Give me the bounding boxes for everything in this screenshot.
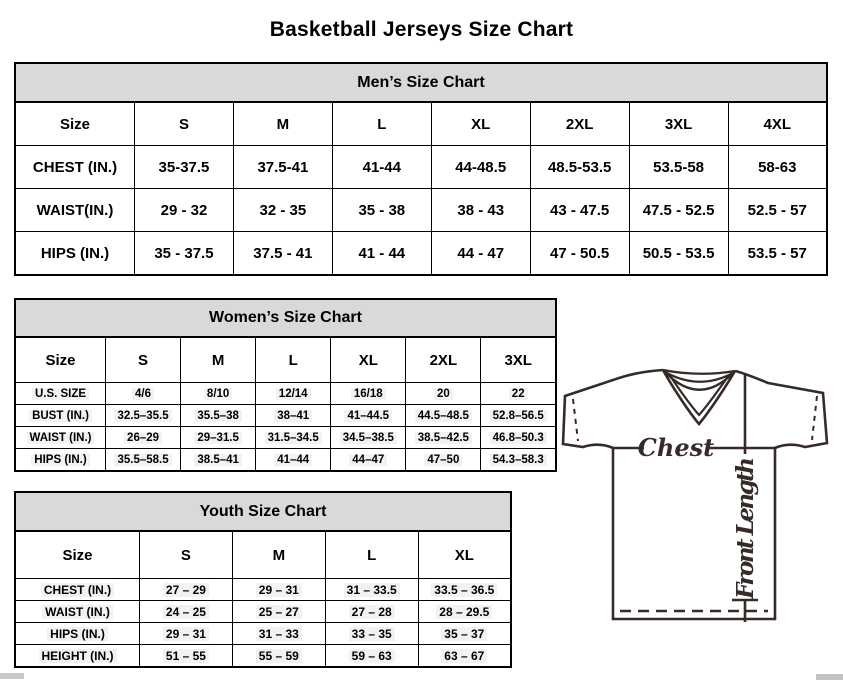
column-header-size: Size (15, 531, 140, 579)
size-value-cell: 34.5–38.5 (331, 427, 406, 449)
jersey-measurement-diagram (556, 360, 843, 632)
column-header-xl: XL (431, 102, 530, 146)
size-value-cell: 47–50 (406, 449, 481, 472)
size-value-cell: 38.5–41 (181, 449, 256, 472)
youth-table-head (15, 531, 511, 579)
size-value-cell: 59 – 63 (325, 645, 418, 668)
size-value-cell: 35.5–38 (181, 405, 256, 427)
row-label: HIPS (IN.) (15, 232, 135, 276)
row-label: BUST (IN.) (15, 405, 106, 427)
row-label: WAIST(IN.) (15, 189, 135, 232)
size-value-cell: 12/14 (256, 383, 331, 405)
column-header-3xl: 3XL (629, 102, 728, 146)
size-value-cell: 35-37.5 (135, 146, 234, 189)
table-row (15, 601, 511, 623)
row-label: HIPS (IN.) (15, 623, 140, 645)
table-row (15, 449, 556, 472)
row-label: HEIGHT (IN.) (15, 645, 140, 668)
column-header-s: S (106, 337, 181, 383)
size-value-cell: 32.5–35.5 (106, 405, 181, 427)
size-value-cell: 35 - 38 (332, 189, 431, 232)
table-row (15, 427, 556, 449)
size-value-cell: 41–44.5 (331, 405, 406, 427)
column-header-3xl: 3XL (481, 337, 556, 383)
header-row (15, 102, 827, 146)
size-value-cell: 37.5-41 (233, 146, 332, 189)
womens-table-title: Women’s Size Chart (14, 298, 557, 338)
mens-table-head (15, 102, 827, 146)
size-value-cell: 20 (406, 383, 481, 405)
size-value-cell: 41-44 (332, 146, 431, 189)
table-row (15, 146, 827, 189)
mens-table-title: Men’s Size Chart (14, 62, 828, 103)
size-value-cell: 35 – 37 (418, 623, 511, 645)
size-value-cell: 44 - 47 (431, 232, 530, 276)
size-value-cell: 27 – 29 (140, 579, 233, 601)
size-value-cell: 28 – 29.5 (418, 601, 511, 623)
column-header-size: Size (15, 102, 135, 146)
column-header-m: M (232, 531, 325, 579)
table-row (15, 645, 511, 668)
youth-size-table (14, 530, 512, 668)
scrollbar-fragment-right[interactable] (816, 674, 843, 680)
youth-table-title: Youth Size Chart (14, 491, 512, 532)
size-value-cell: 4/6 (106, 383, 181, 405)
size-value-cell: 53.5 - 57 (728, 232, 827, 276)
mens-size-table (14, 101, 828, 276)
row-label: CHEST (IN.) (15, 146, 135, 189)
row-label: WAIST (IN.) (15, 601, 140, 623)
womens-table-head (15, 337, 556, 383)
column-header-xl: XL (418, 531, 511, 579)
header-row (15, 337, 556, 383)
mens-table-body (15, 146, 827, 276)
size-value-cell: 29 – 31 (140, 623, 233, 645)
size-value-cell: 44.5–48.5 (406, 405, 481, 427)
row-label: HIPS (IN.) (15, 449, 106, 472)
left-cuff-dashed-line (573, 399, 578, 441)
size-value-cell: 50.5 - 53.5 (629, 232, 728, 276)
column-header-l: L (332, 102, 431, 146)
table-row (15, 189, 827, 232)
size-value-cell: 47.5 - 52.5 (629, 189, 728, 232)
size-value-cell: 38.5–42.5 (406, 427, 481, 449)
column-header-size: Size (15, 337, 106, 383)
size-value-cell: 26–29 (106, 427, 181, 449)
size-value-cell: 41–44 (256, 449, 331, 472)
womens-table-body (15, 383, 556, 472)
womens-size-chart-section (14, 298, 557, 472)
size-value-cell: 22 (481, 383, 556, 405)
size-value-cell: 47 - 50.5 (530, 232, 629, 276)
size-value-cell: 44–47 (331, 449, 406, 472)
column-header-s: S (140, 531, 233, 579)
mens-size-chart-section (14, 62, 828, 276)
column-header-xl: XL (331, 337, 406, 383)
page-title: Basketball Jerseys Size Chart (269, 18, 574, 42)
header-row (15, 531, 511, 579)
size-value-cell: 29–31.5 (181, 427, 256, 449)
chest-label: Chest (637, 433, 715, 462)
size-value-cell: 38 - 43 (431, 189, 530, 232)
row-label: U.S. SIZE (15, 383, 106, 405)
size-value-cell: 53.5-58 (629, 146, 728, 189)
size-value-cell: 38–41 (256, 405, 331, 427)
table-row (15, 623, 511, 645)
column-header-l: L (256, 337, 331, 383)
size-value-cell: 55 – 59 (232, 645, 325, 668)
size-value-cell: 52.8–56.5 (481, 405, 556, 427)
size-value-cell: 35 - 37.5 (135, 232, 234, 276)
size-value-cell: 31 – 33.5 (325, 579, 418, 601)
size-value-cell: 48.5-53.5 (530, 146, 629, 189)
row-label: WAIST (IN.) (15, 427, 106, 449)
column-header-2xl: 2XL (406, 337, 481, 383)
youth-size-chart-section (14, 491, 512, 668)
column-header-m: M (233, 102, 332, 146)
womens-size-table (14, 336, 557, 472)
size-value-cell: 54.3–58.3 (481, 449, 556, 472)
column-header-s: S (135, 102, 234, 146)
table-row (15, 232, 827, 276)
size-value-cell: 29 - 32 (135, 189, 234, 232)
size-value-cell: 58-63 (728, 146, 827, 189)
size-value-cell: 63 – 67 (418, 645, 511, 668)
size-value-cell: 31.5–34.5 (256, 427, 331, 449)
size-value-cell: 46.8–50.3 (481, 427, 556, 449)
size-value-cell: 24 – 25 (140, 601, 233, 623)
youth-table-body (15, 579, 511, 668)
scrollbar-fragment-left[interactable] (0, 673, 24, 679)
column-header-m: M (181, 337, 256, 383)
size-value-cell: 41 - 44 (332, 232, 431, 276)
column-header-l: L (325, 531, 418, 579)
size-value-cell: 43 - 47.5 (530, 189, 629, 232)
size-value-cell: 8/10 (181, 383, 256, 405)
size-value-cell: 33.5 – 36.5 (418, 579, 511, 601)
size-value-cell: 35.5–58.5 (106, 449, 181, 472)
right-cuff-dashed-line (812, 396, 817, 440)
table-row (15, 383, 556, 405)
table-row (15, 405, 556, 427)
column-header-4xl: 4XL (728, 102, 827, 146)
size-value-cell: 32 - 35 (233, 189, 332, 232)
size-value-cell: 33 – 35 (325, 623, 418, 645)
size-value-cell: 16/18 (331, 383, 406, 405)
size-value-cell: 29 – 31 (232, 579, 325, 601)
collar-top-line (663, 370, 735, 374)
size-value-cell: 25 – 27 (232, 601, 325, 623)
table-row (15, 579, 511, 601)
size-value-cell: 44-48.5 (431, 146, 530, 189)
size-value-cell: 51 – 55 (140, 645, 233, 668)
size-value-cell: 27 – 28 (325, 601, 418, 623)
row-label: CHEST (IN.) (15, 579, 140, 601)
size-value-cell: 31 – 33 (232, 623, 325, 645)
column-header-2xl: 2XL (530, 102, 629, 146)
size-value-cell: 52.5 - 57 (728, 189, 827, 232)
size-value-cell: 37.5 - 41 (233, 232, 332, 276)
front-length-label: Front Length (732, 457, 759, 599)
jersey-outline (563, 370, 827, 619)
